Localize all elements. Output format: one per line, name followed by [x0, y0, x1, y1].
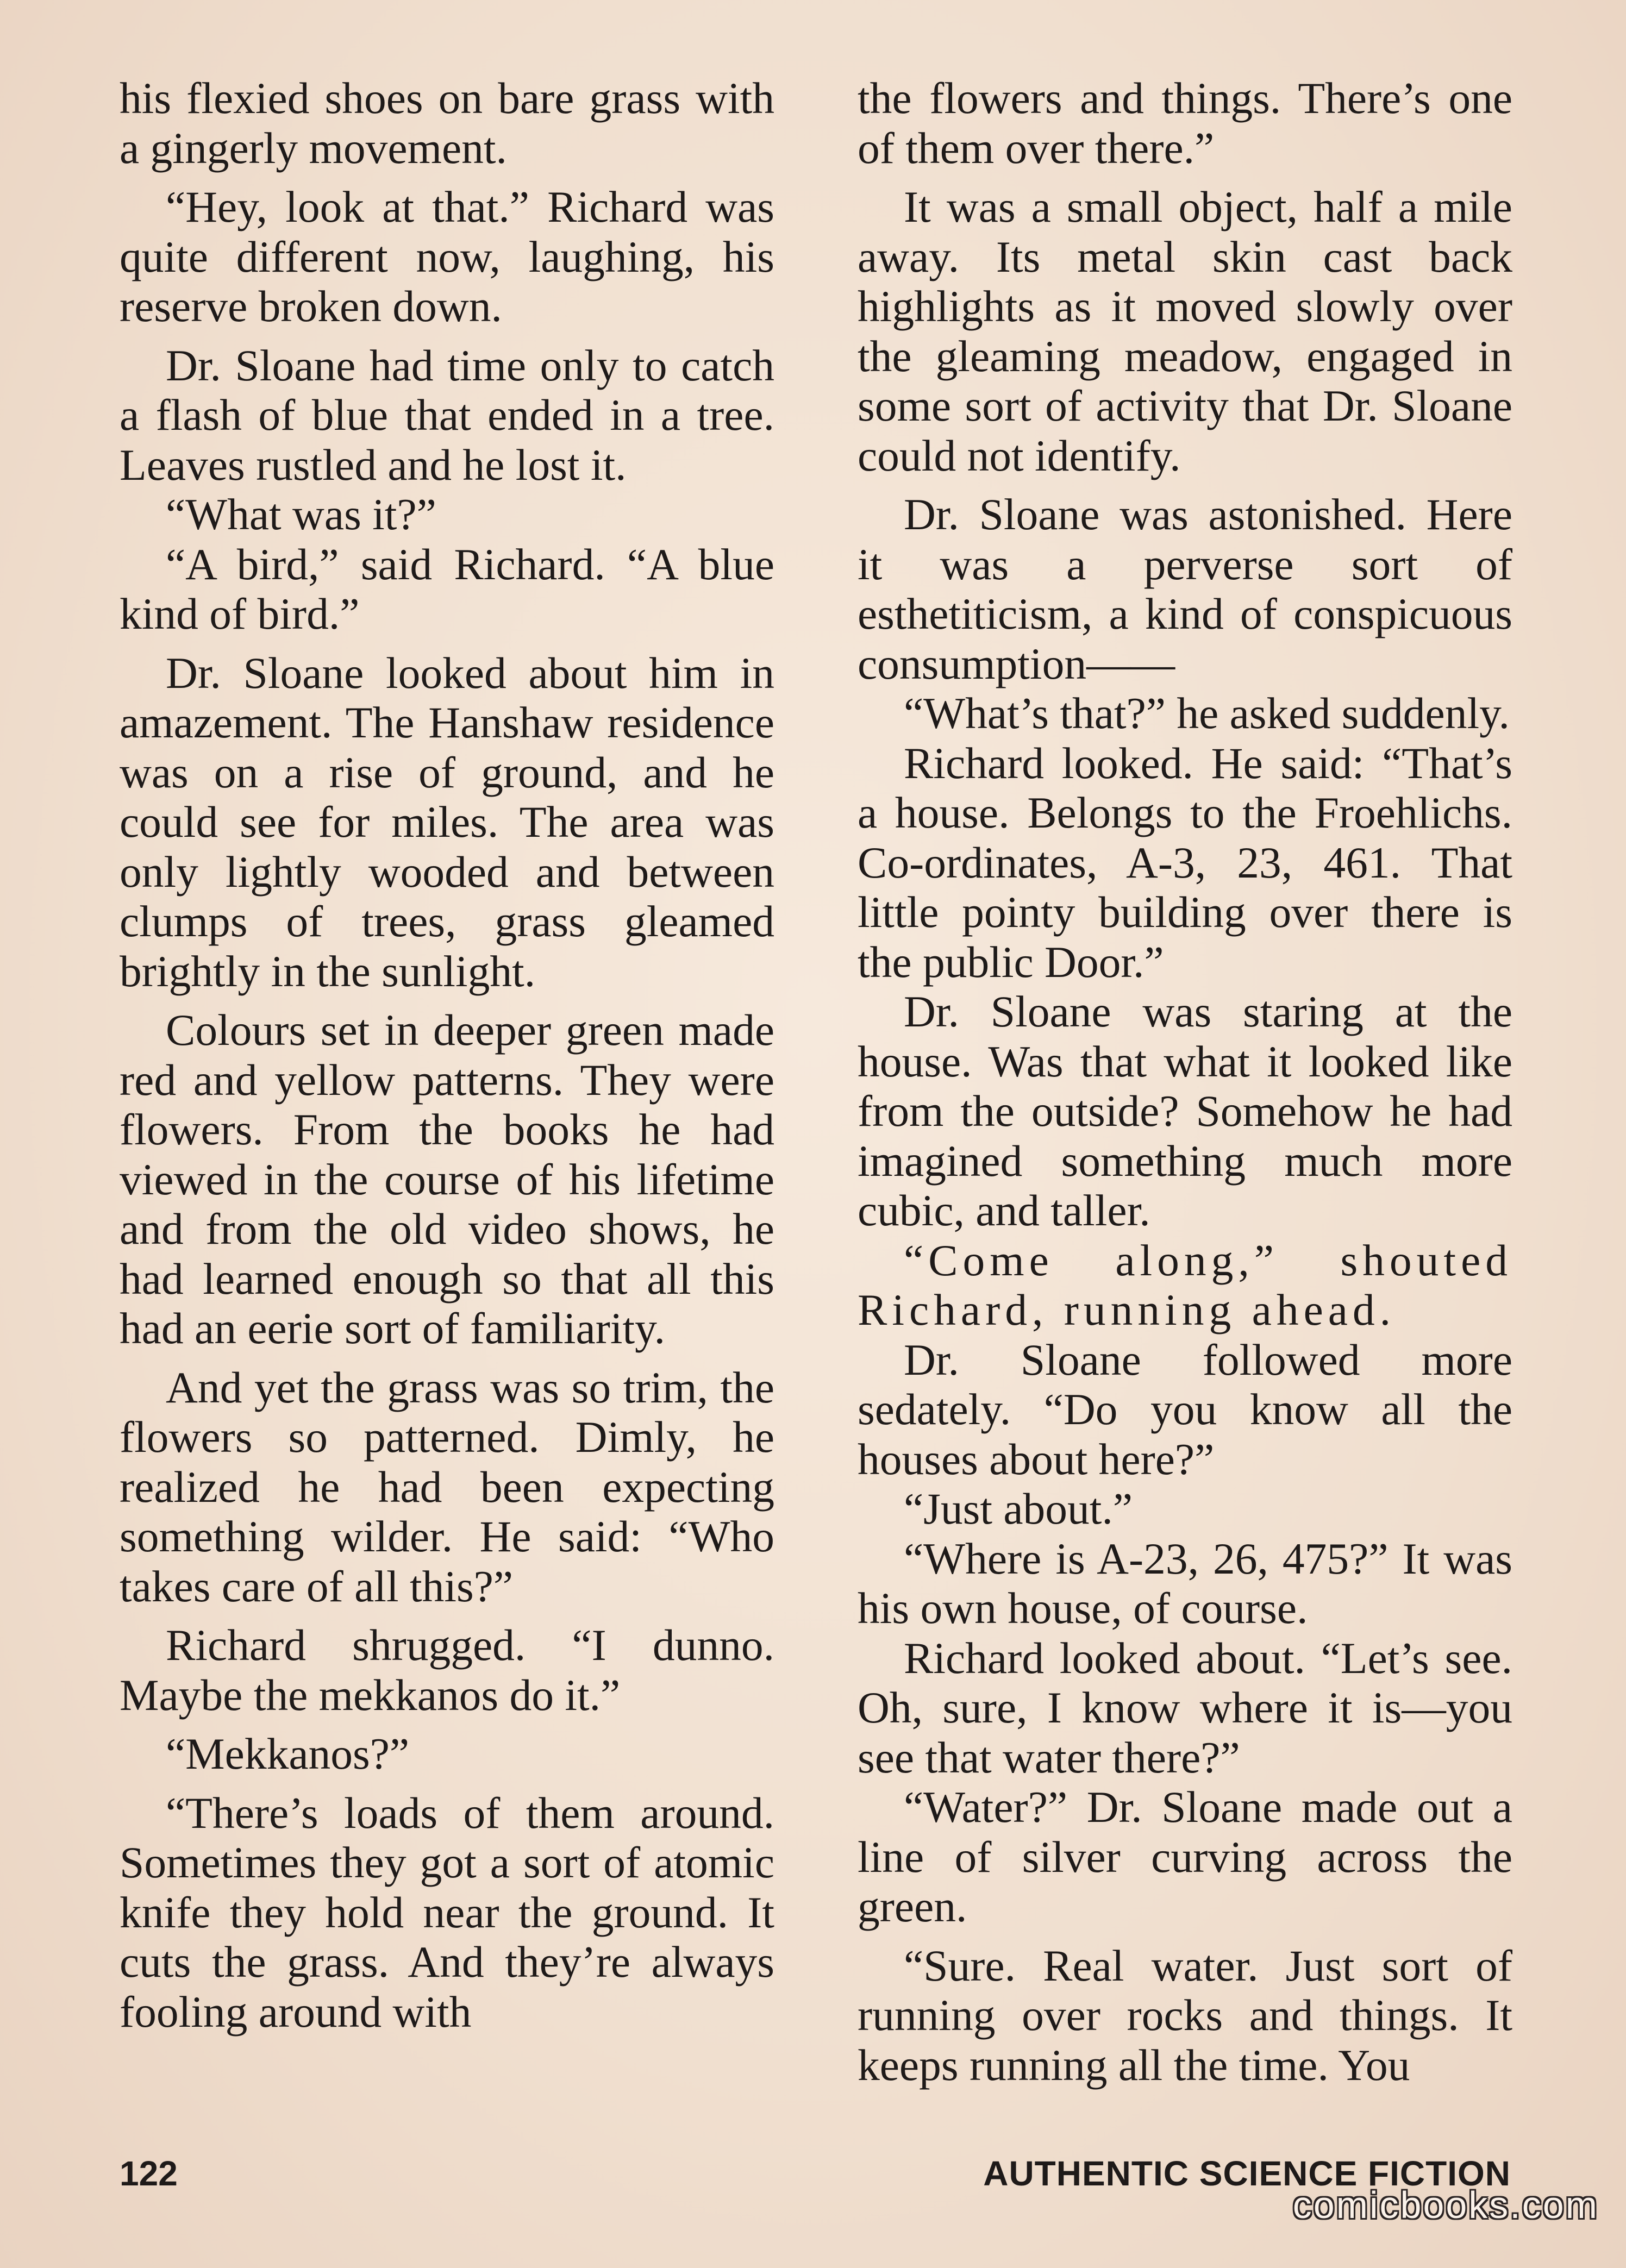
- paragraph: “What was it?”: [166, 490, 436, 539]
- right-text-column: [858, 73, 1512, 2099]
- paragraph: And yet the grass was so trim, the flowers so patterned. Dimly, he realized he had been expecting something wilder. He said: “Who takes care of all this?”: [120, 1362, 774, 1611]
- paragraph: “Mekkanos?”: [166, 1729, 410, 1778]
- left-text-column: [120, 73, 774, 2046]
- paragraph: “Just about.”: [904, 1484, 1133, 1533]
- paragraph: “Sure. Real water. Just sort of running over rocks and things. It keeps running all the time. You: [858, 1940, 1512, 2090]
- page-number: 122: [120, 2154, 178, 2193]
- paragraph: Dr. Sloane looked about him in amazement. The Hanshaw residence was on a rise of ground, and he could see for miles. The area was only lightly wooded and between clumps of trees, grass gleamed brightly in the sunlight.: [120, 648, 774, 996]
- paragraph: “Water?” Dr. Sloane made out a line of silver curving across the green.: [858, 1782, 1512, 1931]
- paragraph: his flexied shoes on bare grass with a gingerly movement.: [120, 73, 774, 173]
- paragraph: Dr. Sloane followed more sedately. “Do you know all the houses about here?”: [858, 1335, 1512, 1484]
- paragraph: Colours set in deeper green made red and yellow patterns. They were flowers. From the books he had viewed in the course of his lifetime and from the old video shows, he had learned enough so that all this had an eerie sort of familiarity.: [120, 1005, 774, 1353]
- paragraph: “A bird,” said Richard. “A blue kind of bird.”: [120, 539, 774, 638]
- paragraph: Richard looked. He said: “That’s a house. Belongs to the Froehlichs. Co-ordinates, A-3, 23, 461. That little pointy building over there is the public Door.”: [858, 738, 1512, 987]
- paragraph: Dr. Sloane was staring at the house. Was that what it looked like from the outside? Somehow he had imagined something much more cubic, and taller.: [858, 987, 1512, 1235]
- paragraph: “There’s loads of them around. Sometimes they got a sort of atomic knife they hold near the ground. It cuts the grass. And they’re always fooling around with: [120, 1788, 774, 2037]
- paragraph: Dr. Sloane had time only to catch a flash of blue that ended in a tree. Leaves rustled and he lost it.: [120, 340, 774, 490]
- paragraph: the flowers and things. There’s one of them over there.”: [858, 73, 1512, 173]
- running-title: AUTHENTIC SCIENCE FICTION: [983, 2154, 1511, 2193]
- paragraph: Richard looked about. “Let’s see. Oh, sure, I know where it is—you see that water there?”: [858, 1633, 1512, 1782]
- watermark: comicbooks.com: [1292, 2184, 1599, 2226]
- paragraph: “What’s that?” he asked suddenly.: [904, 688, 1510, 738]
- paragraph: It was a small object, half a mile away. Its metal skin cast back highlights as it moved slowly over the gleaming meadow, engaged in some sort of activity that Dr. Sloane could not identify.: [858, 182, 1512, 480]
- paragraph: “Where is A-23, 26, 475?” It was his own house, of course.: [858, 1533, 1512, 1633]
- paragraph: Richard shrugged. “I dunno. Maybe the mekkanos do it.”: [120, 1620, 774, 1720]
- paragraph: Dr. Sloane was astonished. Here it was a perverse sort of esthetiticism, a kind of conspicuous consumption——: [858, 490, 1512, 688]
- paragraph: “Come along,” shouted Richard, running ahead.: [858, 1235, 1512, 1335]
- paragraph: “Hey, look at that.” Richard was quite different now, laughing, his reserve broken down.: [120, 182, 774, 331]
